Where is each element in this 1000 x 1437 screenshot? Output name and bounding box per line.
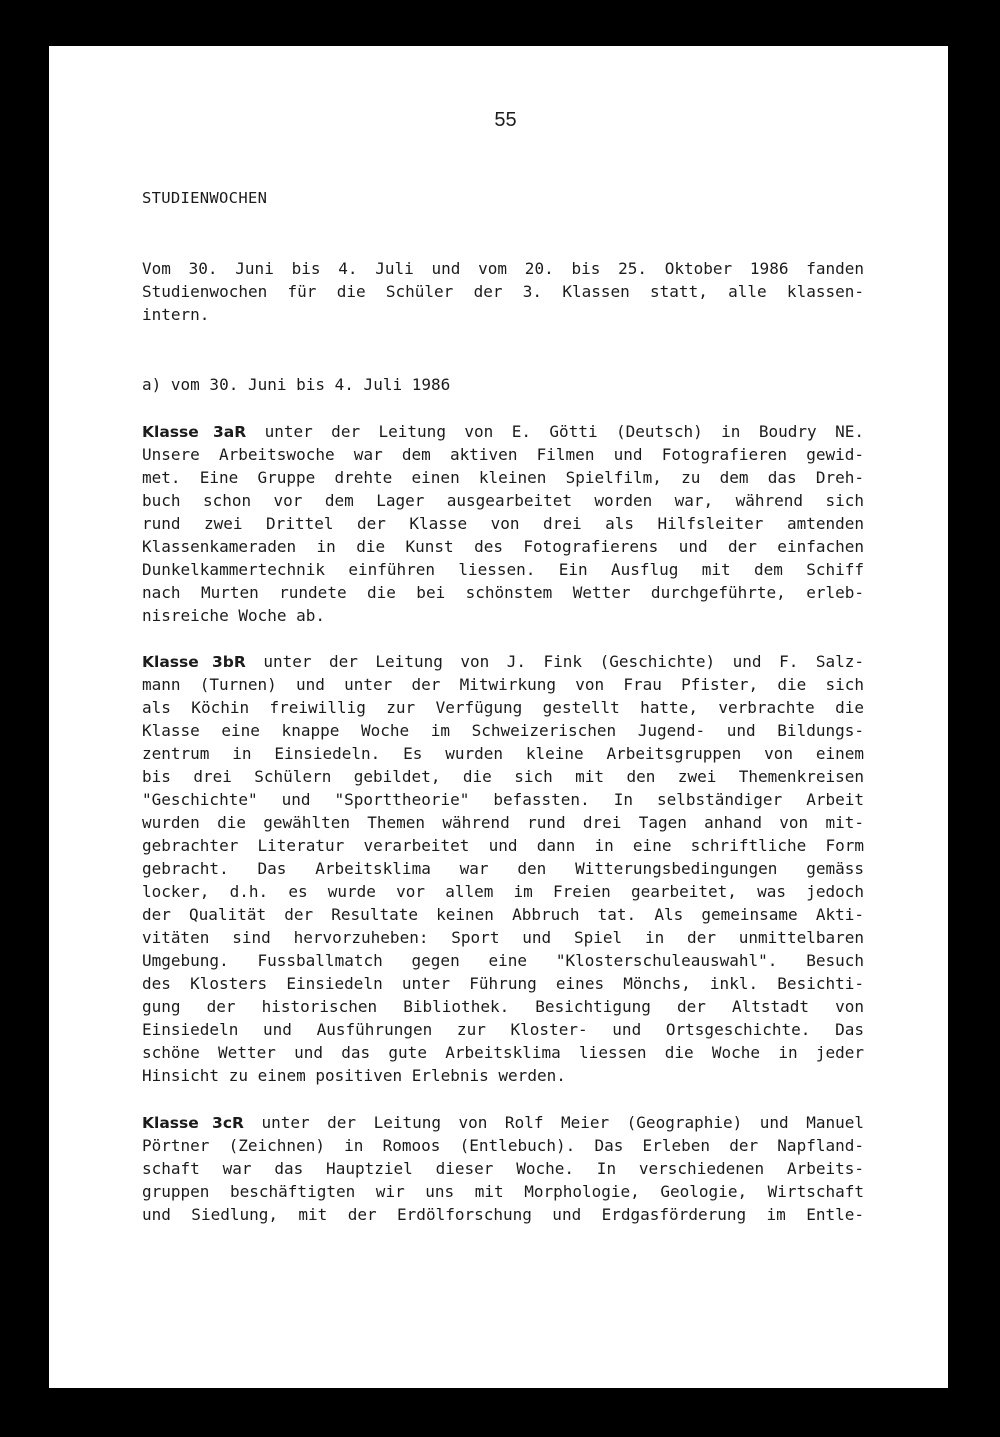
text-line — [142, 650, 864, 673]
text-line: gung der historischen Bibliothek. Besichtigung der Altstadt von — [142, 997, 864, 1016]
text-line: wurden die gewählten Themen während rund drei Tagen anhand von mit- — [142, 813, 864, 832]
first-line-text: unter der Leitung von Rolf Meier (Geographie) und Manuel — [243, 1113, 864, 1132]
text-line: a) vom 30. Juni bis 4. Juli 1986 — [142, 375, 451, 394]
subsection-heading — [142, 373, 864, 396]
text-line: des Klosters Einsiedeln unter Führung eines Mönchs, inkl. Besichti- — [142, 974, 864, 993]
text-line: Klasse eine knappe Woche im Schweizerischen Jugend- und Bildungs- — [142, 721, 864, 740]
text-line: Pörtner (Zeichnen) in Romoos (Entlebuch). Das Erleben der Napfland- — [142, 1136, 864, 1155]
text-line: Einsiedeln und Ausführungen zur Kloster- und Ortsgeschichte. Das — [142, 1020, 864, 1039]
text-line: der Qualität der Resultate keinen Abbruch tat. Als gemeinsame Akti- — [142, 905, 864, 924]
text-line: gruppen beschäftigten wir uns mit Morphologie, Geologie, Wirtschaft — [142, 1182, 864, 1201]
text-line: bis drei Schülern gebildet, die sich mit den zwei Themenkreisen — [142, 767, 864, 786]
text-line: schaft war das Hauptziel dieser Woche. In verschiedenen Arbeits- — [142, 1159, 864, 1178]
page-number: 55 — [494, 109, 517, 131]
text-line: als Köchin freiwillig zur Verfügung gestellt hatte, verbrachte die — [142, 698, 864, 717]
text-line: intern. — [142, 305, 210, 324]
text-line: mann (Turnen) und unter der Mitwirkung von Frau Pfister, die sich — [142, 675, 864, 694]
class-label: Klasse 3cR — [142, 1114, 244, 1132]
text-line: Umgebung. Fussballmatch gegen eine "Klosterschuleauswahl". Besuch — [142, 951, 864, 970]
text-line: locker, d.h. es wurde vor allem im Freien gearbeitet, was jedoch — [142, 882, 864, 901]
first-line-text: unter der Leitung von E. Götti (Deutsch) in Boudry NE. — [246, 422, 864, 441]
text-line: Unsere Arbeitswoche war dem aktiven Filmen und Fotografieren gewid- — [142, 445, 864, 464]
text-line: schöne Wetter und das gute Arbeitsklima liessen die Woche in jeder — [142, 1043, 864, 1062]
intro-paragraph — [142, 257, 864, 326]
document-page — [49, 46, 948, 1388]
text-line: Hinsicht zu einem positiven Erlebnis werden. — [142, 1066, 566, 1085]
text-line: Vom 30. Juni bis 4. Juli und vom 20. bis 25. Oktober 1986 fanden — [142, 259, 864, 278]
class-3cR-paragraph — [142, 1111, 864, 1226]
text-line: nisreiche Woche ab. — [142, 606, 326, 625]
class-label: Klasse 3bR — [142, 653, 246, 671]
text-line: "Geschichte" und "Sporttheorie" befassten. In selbständiger Arbeit — [142, 790, 864, 809]
first-line-text: unter der Leitung von J. Fink (Geschichte) und F. Salz- — [245, 652, 865, 671]
text-line: und Siedlung, mit der Erdölforschung und Erdgasförderung im Entle- — [142, 1205, 864, 1224]
text-line: zentrum in Einsiedeln. Es wurden kleine Arbeitsgruppen von einem — [142, 744, 864, 763]
class-3bR-paragraph — [142, 650, 864, 1087]
text-line — [142, 1111, 864, 1134]
text-line: vitäten sind hervorzuheben: Sport und Spiel in der unmittelbaren — [142, 928, 864, 947]
text-line: Dunkelkammertechnik einführen liessen. Ein Ausflug mit dem Schiff — [142, 560, 864, 579]
text-line: gebrachter Literatur verarbeitet und dann in eine schriftliche Form — [142, 836, 864, 855]
text-line: Klassenkameraden in die Kunst des Fotografierens und der einfachen — [142, 537, 864, 556]
text-line: nach Murten rundete die bei schönstem Wetter durchgeführte, erleb- — [142, 583, 864, 602]
text-line: buch schon vor dem Lager ausgearbeitet worden war, während sich — [142, 491, 864, 510]
text-line: gebracht. Das Arbeitsklima war den Witterungsbedingungen gemäss — [142, 859, 864, 878]
text-line: rund zwei Drittel der Klasse von drei als Hilfsleiter amtenden — [142, 514, 864, 533]
text-line: met. Eine Gruppe drehte einen kleinen Spielfilm, zu dem das Dreh- — [142, 468, 864, 487]
class-label: Klasse 3aR — [142, 423, 247, 441]
class-3aR-paragraph — [142, 420, 864, 627]
text-line — [142, 420, 864, 443]
section-heading: STUDIENWOCHEN — [142, 189, 268, 207]
text-line: Studienwochen für die Schüler der 3. Klassen statt, alle klassen- — [142, 282, 864, 301]
